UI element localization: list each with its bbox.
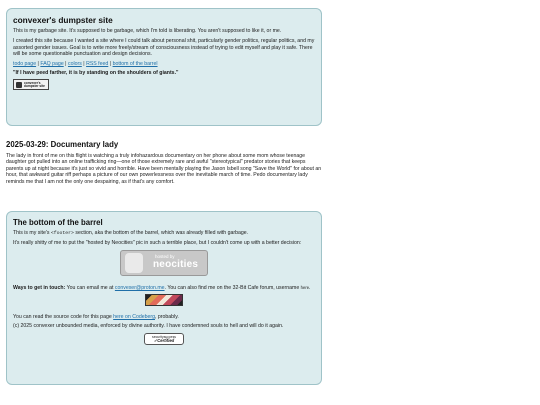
neocities-cat-icon (125, 253, 143, 273)
source-text: You can read the source code for this page here on Codeberg, probably. (13, 314, 179, 321)
security-certified-badge[interactable] (144, 333, 184, 345)
site-button-text: convexer's dumpster site (24, 80, 45, 89)
flag-wrap (13, 291, 315, 311)
forum-username: here (300, 284, 310, 290)
todo-link[interactable]: todo page (13, 60, 37, 67)
contact-label: Ways to get in touch: (13, 284, 66, 291)
colors-link[interactable]: colors (67, 60, 82, 67)
footer-panel (6, 211, 322, 385)
badge-cert-text: ✓Certified (153, 338, 175, 344)
nav-separator: | (37, 60, 39, 67)
site-about: I created this site because I wanted a site where I could talk about personal shit, particularly gender politics, regular politics, and my assorted gender issues. Goal is to write more freely/stream of consciousness instead of trying to edit myself and play it safe. There will be some questionable punctuation and design decisions. (13, 38, 315, 58)
site-intro: This is my garbage site. It's supposed to be garbage, which I'm told is liberating. You aren't supposed to like it, or me. (13, 28, 282, 34)
contact-text: Ways to get in touch: You can email me at convexer@proton.me. You can also find me on the 32-Bit Cafe forum, username here. (13, 284, 311, 291)
pride-flag-icon (145, 294, 183, 306)
email-link[interactable]: convexer@proton.me (114, 284, 165, 291)
rss-link[interactable]: RSS feed (86, 60, 109, 67)
copyright-text: (c) 2025 convexer unbounded media, enforced by divine authority. I have condemned souls to hell and will do it again. (13, 322, 284, 329)
post-title: 2025-03-29: Documentary lady (6, 140, 119, 149)
badge-wrap (13, 329, 315, 347)
nav-separator: | (109, 60, 112, 67)
nav-links (13, 61, 315, 67)
footer-line1: This is my site's <footer> section, aka the bottom of the barrel, which was already filled with garbage. (13, 230, 249, 236)
site-button-badge[interactable] (13, 79, 49, 90)
nav-separator: | (65, 60, 67, 67)
header-panel (6, 8, 322, 126)
faq-link[interactable]: FAQ page (40, 60, 64, 67)
neocities-badge[interactable] (120, 250, 208, 276)
nav-separator: | (83, 60, 85, 67)
bottom-link[interactable]: bottom of the barrel (112, 60, 158, 67)
footer-line2: It's really shitty of me to put the "hosted by Neocities" pic in such a terrible place, but I couldn't come up with a better decision: (13, 240, 302, 247)
neocities-wrap (13, 247, 315, 281)
site-quote: "If I have peed farther, it is by standing on the shoulders of giants." (13, 69, 179, 76)
footer-code: <footer> (50, 231, 74, 236)
badge-top-text: securitysuccess (152, 335, 176, 340)
neocities-hosted-text: hosted by (155, 253, 175, 259)
post-body: The lady in front of me on this flight is watching a truly infohazardous documentary on her phone about some mom whose teenage daughter got pulled into an online trafficking ring—one of those extremely rare and awful "stereotypical" predator stories that keeps parents up at night because it's just so vivid and horrible. Have been mentally playing the Jason Isbell song "Save the World" for about an hour, that awkward guitar riff perhaps a picture of our own powerlessness over the inevitable march of time. Pedo documentary lady reminds me that I am not the only one despairing, as if that's any comfort. (6, 153, 322, 185)
neocities-name-text: neocities (153, 258, 199, 270)
codeberg-link[interactable]: here on Codeberg (113, 314, 155, 321)
blog-post (6, 140, 324, 185)
site-title: convexer's dumpster site (13, 15, 113, 25)
footer-title: The bottom of the barrel (13, 218, 103, 227)
dumpster-icon (16, 82, 22, 88)
